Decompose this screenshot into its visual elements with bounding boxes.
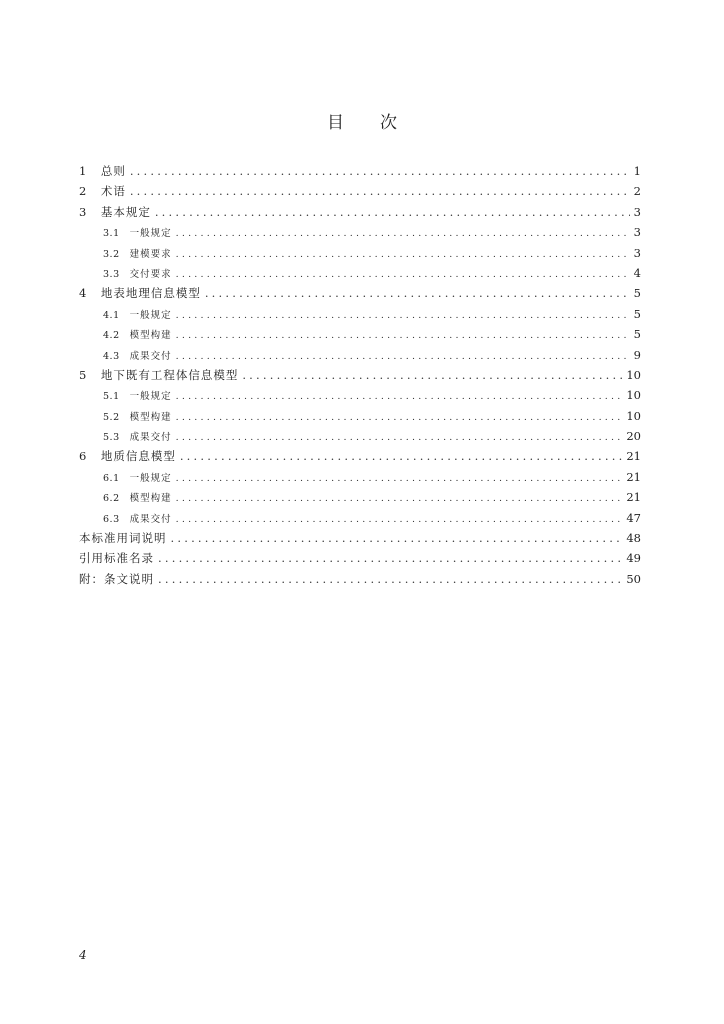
toc-entry-page: 5 [633, 286, 641, 301]
table-of-contents [79, 161, 641, 589]
toc-entry-number: 6.3 [103, 513, 120, 525]
toc-subsection-row[interactable] [79, 508, 641, 528]
toc-entry-page: 49 [626, 551, 641, 566]
toc-entry-label: 模型构建 [129, 330, 172, 342]
toc-entry-number: 2 [79, 184, 87, 199]
toc-entry-page: 21 [626, 449, 641, 464]
toc-section-row[interactable] [79, 548, 641, 568]
toc-section-row[interactable] [79, 365, 641, 385]
toc-entry-number: 5.3 [103, 432, 120, 444]
toc-leader-dots [176, 265, 630, 285]
toc-entry-label: 地下既有工程体信息模型 [100, 367, 239, 382]
toc-leader-dots [205, 283, 630, 303]
toc-section-row[interactable] [79, 283, 641, 303]
toc-entry-page: 10 [626, 408, 641, 423]
toc-leader-dots [176, 326, 630, 346]
toc-entry-label: 模型构建 [129, 411, 172, 423]
toc-entry-number: 3.2 [103, 248, 120, 260]
toc-leader-dots [176, 224, 630, 244]
toc-entry-page: 4 [633, 265, 641, 280]
toc-entry-page: 3 [633, 204, 641, 219]
toc-entry-label: 模型构建 [129, 493, 172, 505]
page-number: 4 [79, 948, 87, 962]
toc-entry-label: 附：条文说明 [79, 571, 154, 586]
toc-entry-label: 引用标准名录 [79, 551, 154, 566]
toc-leader-dots [176, 469, 623, 489]
toc-subsection-row[interactable] [79, 426, 641, 446]
toc-entry-label: 建模要求 [129, 248, 172, 260]
page-title: 目次 [327, 113, 433, 133]
toc-leader-dots [176, 510, 623, 530]
toc-entry-label: 术语 [100, 184, 126, 199]
toc-entry-number: 5 [79, 367, 87, 382]
toc-leader-dots [176, 428, 623, 448]
toc-entry-number: 1 [79, 164, 87, 178]
toc-leader-dots [176, 347, 630, 367]
toc-section-row[interactable] [79, 528, 641, 548]
toc-entry-page: 9 [633, 347, 641, 362]
toc-leader-dots [130, 181, 630, 201]
toc-entry-page: 50 [626, 571, 641, 586]
toc-entry-label: 总则 [100, 164, 126, 178]
toc-leader-dots [176, 306, 630, 326]
toc-leader-dots [176, 387, 623, 407]
toc-entry-label: 一般规定 [129, 391, 172, 403]
toc-subsection-row[interactable] [79, 304, 641, 324]
toc-subsection-row[interactable] [79, 345, 641, 365]
toc-entry-label: 一般规定 [129, 228, 172, 240]
toc-entry-number: 4 [79, 286, 87, 301]
toc-section-row[interactable] [79, 181, 641, 201]
toc-section-row[interactable] [79, 202, 641, 222]
toc-entry-label: 成果交付 [129, 350, 172, 362]
toc-entry-label: 本标准用词说明 [79, 531, 167, 546]
toc-entry-page: 47 [626, 510, 641, 525]
toc-leader-dots [242, 365, 622, 385]
toc-entry-label: 地质信息模型 [100, 449, 176, 464]
toc-entry-label: 成果交付 [129, 513, 172, 525]
toc-entry-number: 4.1 [103, 309, 120, 321]
toc-leader-dots [130, 161, 630, 181]
toc-entry-page: 5 [633, 306, 641, 321]
toc-entry-page: 20 [626, 429, 641, 444]
toc-subsection-row[interactable] [79, 487, 641, 507]
toc-section-row[interactable] [79, 446, 641, 466]
toc-subsection-row[interactable] [79, 222, 641, 242]
toc-subsection-row[interactable] [79, 385, 641, 405]
toc-leader-dots [176, 245, 630, 265]
toc-entry-number: 3 [79, 204, 87, 219]
toc-entry-number: 6 [79, 449, 87, 464]
toc-entry-label: 交付要求 [129, 268, 172, 280]
toc-subsection-row[interactable] [79, 406, 641, 426]
toc-entry-label: 一般规定 [129, 472, 172, 484]
toc-leader-dots [171, 528, 623, 548]
toc-subsection-row[interactable] [79, 243, 641, 263]
toc-entry-page: 21 [626, 490, 641, 505]
toc-subsection-row[interactable] [79, 263, 641, 283]
toc-leader-dots [155, 202, 630, 222]
toc-entry-page: 10 [626, 388, 641, 403]
toc-entry-number: 5.1 [103, 391, 120, 403]
toc-leader-dots [158, 548, 622, 568]
toc-entry-label: 一般规定 [129, 309, 172, 321]
toc-entry-label: 地表地理信息模型 [100, 286, 201, 301]
toc-entry-page: 48 [626, 531, 641, 546]
toc-entry-page: 3 [633, 225, 641, 240]
toc-entry-page: 21 [626, 469, 641, 484]
toc-entry-number: 3.3 [103, 268, 120, 280]
toc-subsection-row[interactable] [79, 467, 641, 487]
toc-entry-number: 4.3 [103, 350, 120, 362]
toc-entry-page: 5 [633, 327, 641, 342]
toc-entry-label: 基本规定 [100, 204, 151, 219]
toc-entry-number: 3.1 [103, 228, 120, 240]
toc-entry-page: 3 [633, 245, 641, 260]
toc-entry-number: 6.2 [103, 493, 120, 505]
toc-leader-dots [176, 489, 623, 509]
toc-entry-number: 6.1 [103, 472, 120, 484]
toc-subsection-row[interactable] [79, 324, 641, 344]
toc-leader-dots [158, 569, 622, 589]
toc-entry-label: 成果交付 [129, 432, 172, 444]
toc-entry-number: 4.2 [103, 330, 120, 342]
toc-section-row[interactable] [79, 161, 641, 181]
toc-entry-number: 5.2 [103, 411, 120, 423]
toc-entry-page: 10 [626, 367, 641, 382]
toc-leader-dots [180, 446, 623, 466]
toc-section-row[interactable] [79, 569, 641, 589]
toc-entry-page: 1 [633, 164, 641, 178]
toc-entry-page: 2 [633, 184, 641, 199]
toc-leader-dots [176, 408, 623, 428]
